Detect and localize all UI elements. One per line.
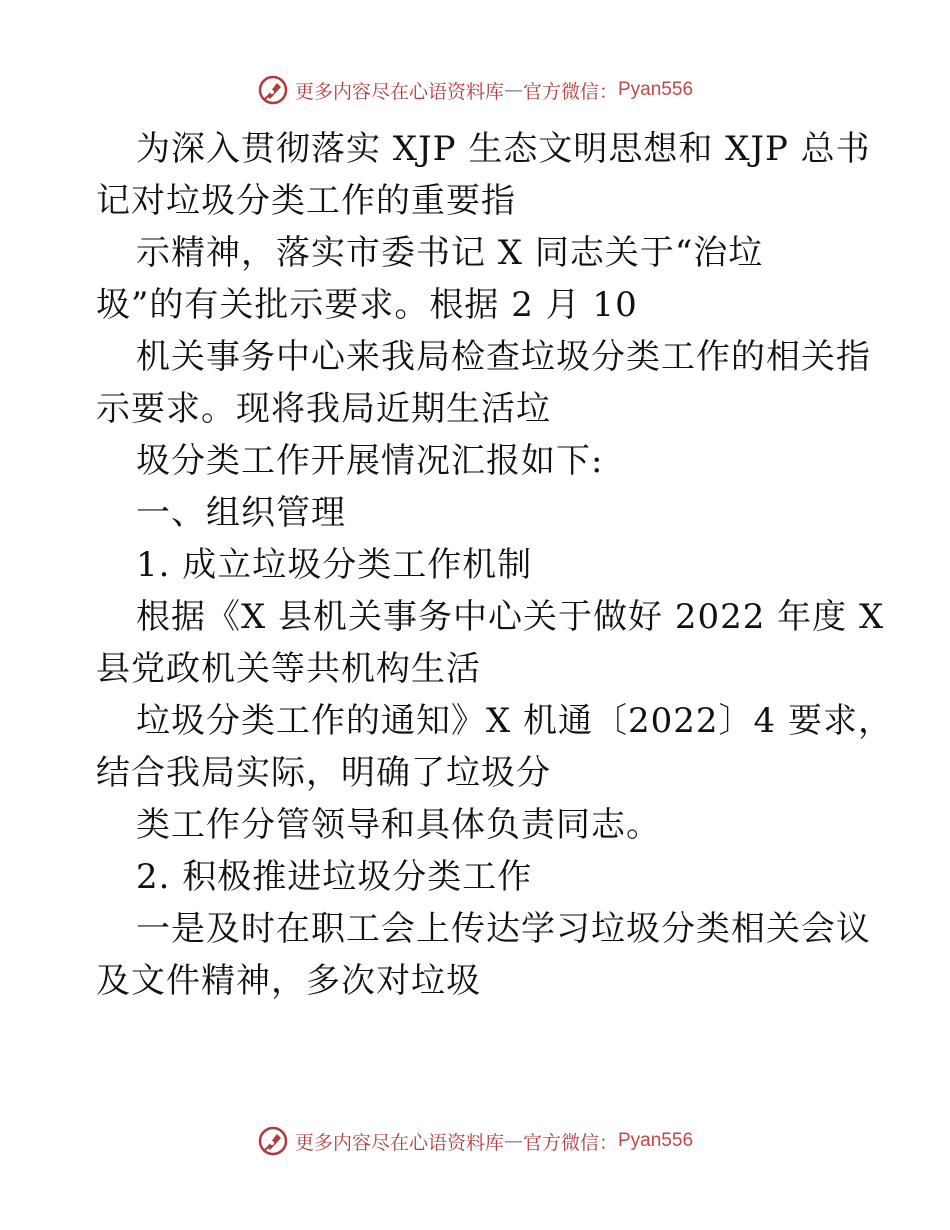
banner-label: 官方微信： [522,1131,618,1154]
banner-text [295,77,693,104]
paragraph-line: 结合我局实际，明确了垃圾分 [96,753,551,793]
paragraph-line: 示精神，落实市委书记 X 同志关于“治垃 [136,233,764,273]
paragraph-line: 圾”的有关批示要求。根据 2 月 10 [96,285,638,325]
banner-wechat-id: Pyan556 [618,1130,694,1151]
paragraph-line: 类工作分管领导和具体负责同志。 [136,805,661,845]
paragraph-line: 垃圾分类工作的通知》X 机通〔2022〕4 要求， [136,701,893,741]
header-banner [0,70,950,110]
banner-label: 官方微信： [522,80,618,103]
banner-wechat-id: Pyan556 [618,79,694,100]
paragraph-line: 2. 积极推进垃圾分类工作 [136,857,533,897]
paragraph-line: 圾分类工作开展情况汇报如下: [136,441,604,481]
paragraph-line: 机关事务中心来我局检查垃圾分类工作的相关指 [136,337,871,377]
document-body [96,123,893,1007]
paragraph-line: 一、组织管理 [136,493,346,533]
footer-banner [0,1121,950,1161]
paragraph-line: 为深入贯彻落实 XJP 生态文明思想和 XJP 总书 [136,129,871,169]
paragraph-line: 记对垃圾分类工作的重要指 [96,181,516,221]
banner-main-text: 更多内容尽在心语资料库 [294,1131,504,1154]
paragraph-line: 根据《X 县机关事务中心关于做好 2022 年度 X [136,597,885,637]
paragraph-line: 及文件精神，多次对垃圾 [96,961,481,1001]
pen-nib-logo-icon [257,1125,289,1157]
paragraph-line: 示要求。现将我局近期生活垃 [96,389,551,429]
banner-dash: — [503,1130,523,1152]
banner-dash: — [503,79,523,101]
banner-main-text: 更多内容尽在心语资料库 [294,80,504,103]
pen-nib-logo-icon [257,74,289,106]
paragraph-line: 县党政机关等共机构生活 [96,649,481,689]
paragraph-line: 一是及时在职工会上传达学习垃圾分类相关会议 [136,909,871,949]
paragraph-line: 1. 成立垃圾分类工作机制 [136,545,533,585]
banner-text [295,1128,693,1155]
